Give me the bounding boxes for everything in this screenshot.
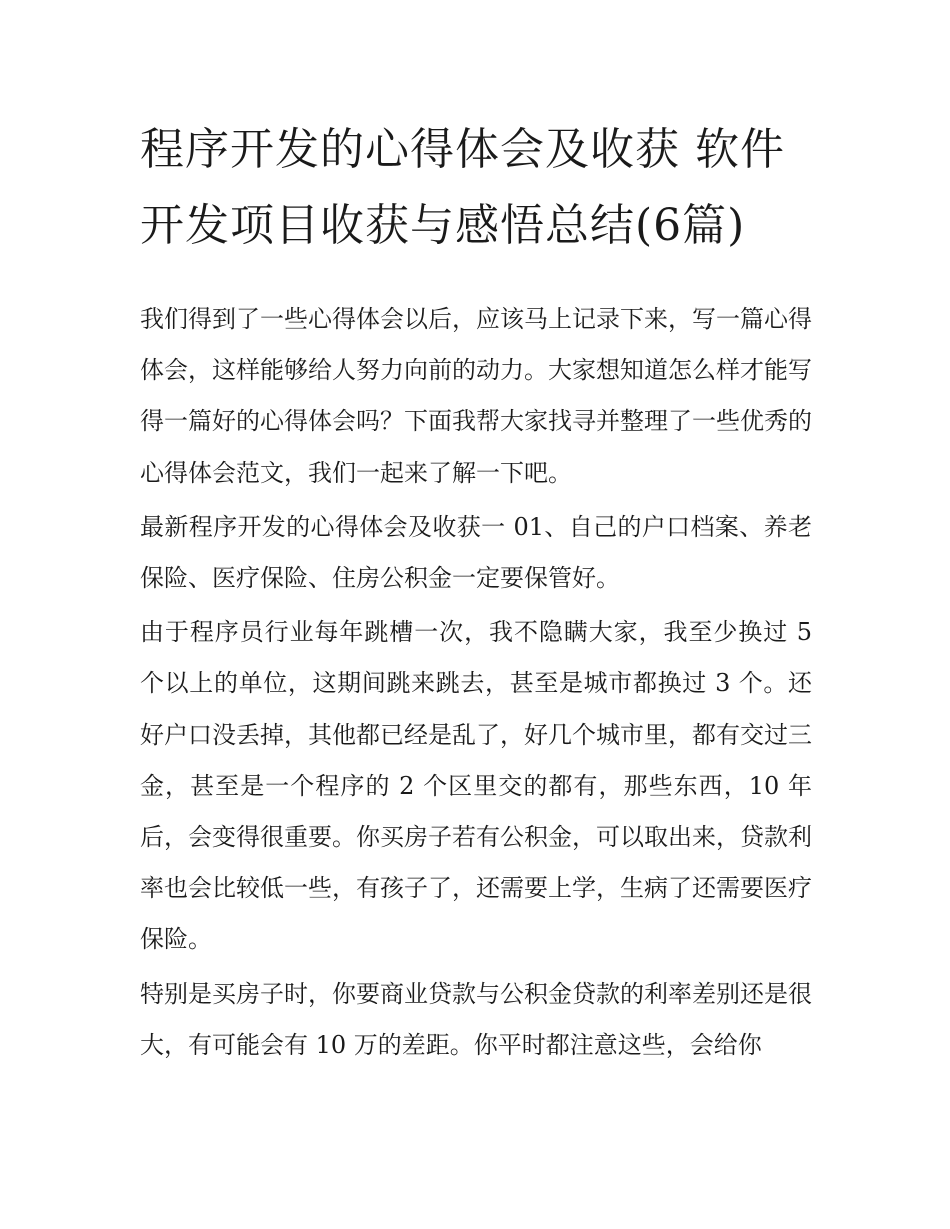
paragraph-intro: 我们得到了一些心得体会以后，应该马上记录下来，写一篇心得体会，这样能够给人努力向前的动力。大家想知道怎么样才能写得一篇好的心得体会吗？下面我帮大家找寻并整理了一些优秀的心得体会范文，我们一起来了解一下吧。 — [140, 305, 812, 487]
document-page — [140, 112, 812, 1074]
document-title: 程序开发的心得体会及收获 软件开发项目收获与感悟总结(6篇) — [140, 124, 785, 251]
document-body — [140, 294, 812, 1071]
paragraph-house-loan: 特别是买房子时，你要商业贷款与公积金贷款的利率差别还是很大，有可能会有 10 万的差距。你平时都注意这些，会给你 — [140, 979, 812, 1059]
paragraph-job-changes: 由于程序员行业每年跳槽一次，我不隐瞒大家，我至少换过 5 个以上的单位，这期间跳来跳去，甚至是城市都换过 3 个。还好户口没丢掉，其他都已经是乱了，好几个城市里，都有交过三金，甚至是一个程序的 2 个区里交的都有，那些东西，10 年后，会变得很重要。你买房子若有公积金，可以取出来，贷款利率也会比较低一些，有孩子了，还需要上学，生病了还需要医疗保险。 — [140, 618, 812, 954]
paragraph-section-one: 最新程序开发的心得体会及收获一 01、自己的户口档案、养老保险、医疗保险、住房公积金一定要保管好。 — [140, 512, 812, 593]
